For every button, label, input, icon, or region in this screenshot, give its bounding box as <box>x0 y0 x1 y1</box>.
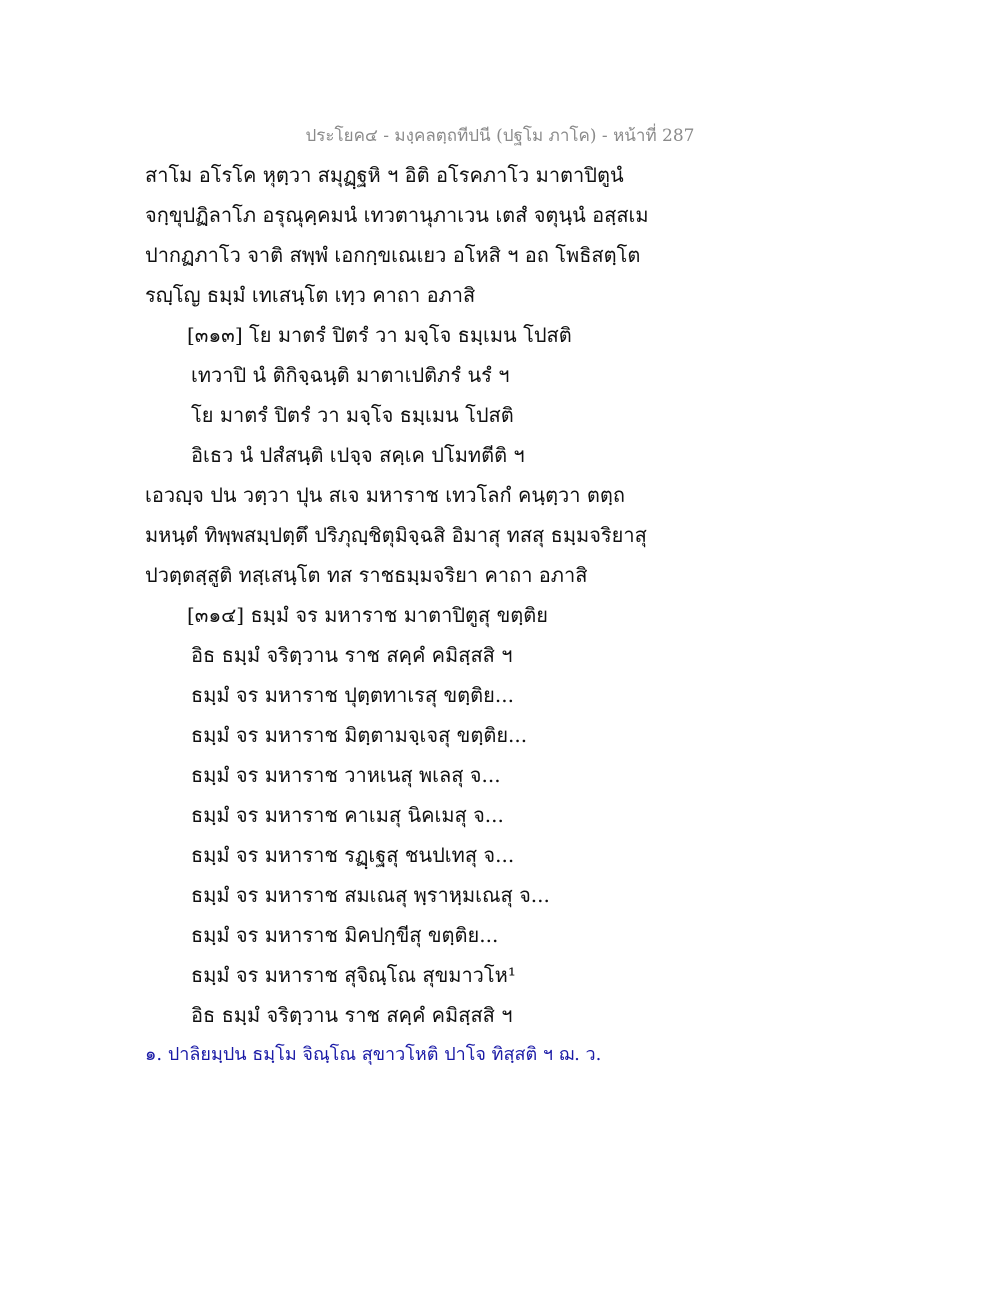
verse-line: ธมฺมํ จร มหาราช สุจิณฺโณ สุขมาวโห¹ <box>191 963 516 987</box>
prose-line: มหนฺตํ ทิพฺพสมฺปตฺตึ ปริภุญฺชิตุมิจฺฉสิ อิมาสุ ทสสุ ธมฺมจริยาสุ <box>145 523 647 547</box>
verse-line: ธมฺมํ จร มหาราช คาเมสุ นิคเมสุ จ... <box>191 803 504 827</box>
verse-line: ธมฺมํ จร มหาราช มิตฺตามจฺเจสุ ขตฺติย... <box>191 723 528 747</box>
verse-line: อิเธว นํ ปสํสนฺติ เปจฺจ สคฺเค ปโมทตีติ ฯ <box>191 443 525 467</box>
verse-line: อิธ ธมฺมํ จริตฺวาน ราช สคฺคํ คมิสฺสสิ ฯ <box>191 643 513 667</box>
verse-line-numbered: [๓๑๔] ธมฺมํ จร มหาราช มาตาปิตูสุ ขตฺติย <box>187 603 548 627</box>
verse-line: อิธ ธมฺมํ จริตฺวาน ราช สคฺคํ คมิสฺสสิ ฯ <box>191 1003 513 1027</box>
verse-line: โย มาตรํ ปิตรํ วา มจฺโจ ธมฺเมน โปสติ <box>191 403 514 427</box>
document-body <box>145 158 865 1078</box>
verse-line: ธมฺมํ จร มหาราช วาหเนสุ พเลสุ จ... <box>191 763 501 787</box>
prose-line: รญฺโญ ธมฺมํ เทเสนฺโต เทฺว คาถา อภาสิ <box>145 283 476 307</box>
verse-line: ธมฺมํ จร มหาราช ปุตฺตทาเรสุ ขตฺติย... <box>191 683 514 707</box>
verse-line-numbered: [๓๑๓] โย มาตรํ ปิตรํ วา มจฺโจ ธมฺเมน โปสติ <box>187 323 572 347</box>
prose-line: เอวญฺจ ปน วตฺวา ปุน สเจ มหาราช เทวโลกํ คนฺตฺวา ตตฺถ <box>145 483 625 507</box>
prose-line: ปวตฺตสฺสูติ ทสฺเสนฺโต ทส ราชธมฺมจริยา คาถา อภาสิ <box>145 563 588 587</box>
prose-line: สาโม อโรโค หุตฺวา สมุฏฺฐหิ ฯ อิติ อโรคภาโว มาตาปิตูนํ <box>145 163 624 187</box>
prose-line: ปากฏภาโว จาติ สพฺพํ เอกกฺขเณเยว อโหสิ ฯ อถ โพธิสตฺโต <box>145 243 641 267</box>
prose-line: จกฺขุปฏิลาโภ อรุณุคฺคมนํ เทวตานุภาเวน เตสํ จตุนฺนํ อสฺสเม <box>145 203 649 227</box>
verse-line: ธมฺมํ จร มหาราช รฏฺเฐสุ ชนปเทสุ จ... <box>191 843 515 867</box>
verse-line: ธมฺมํ จร มหาราช มิคปกฺขีสุ ขตฺติย... <box>191 923 499 947</box>
footnote: ๑. ปาลิยมฺปน ธมฺโม จิณฺโณ สุขาวโหติ ปาโจ ทิสฺสติ ฯ ฌ. ว. <box>145 1044 602 1065</box>
page-header: ประโยค๔ - มงฺคลตฺถทีปนี (ปฐโม ภาโค) - หน้าที่ 287 <box>305 126 695 146</box>
verse-line: เทวาปิ นํ ติกิจฺฉนฺติ มาตาเปติภรํ นรํ ฯ <box>191 363 510 387</box>
verse-line: ธมฺมํ จร มหาราช สมเณสุ พฺราหฺมเณสุ จ... <box>191 883 550 907</box>
